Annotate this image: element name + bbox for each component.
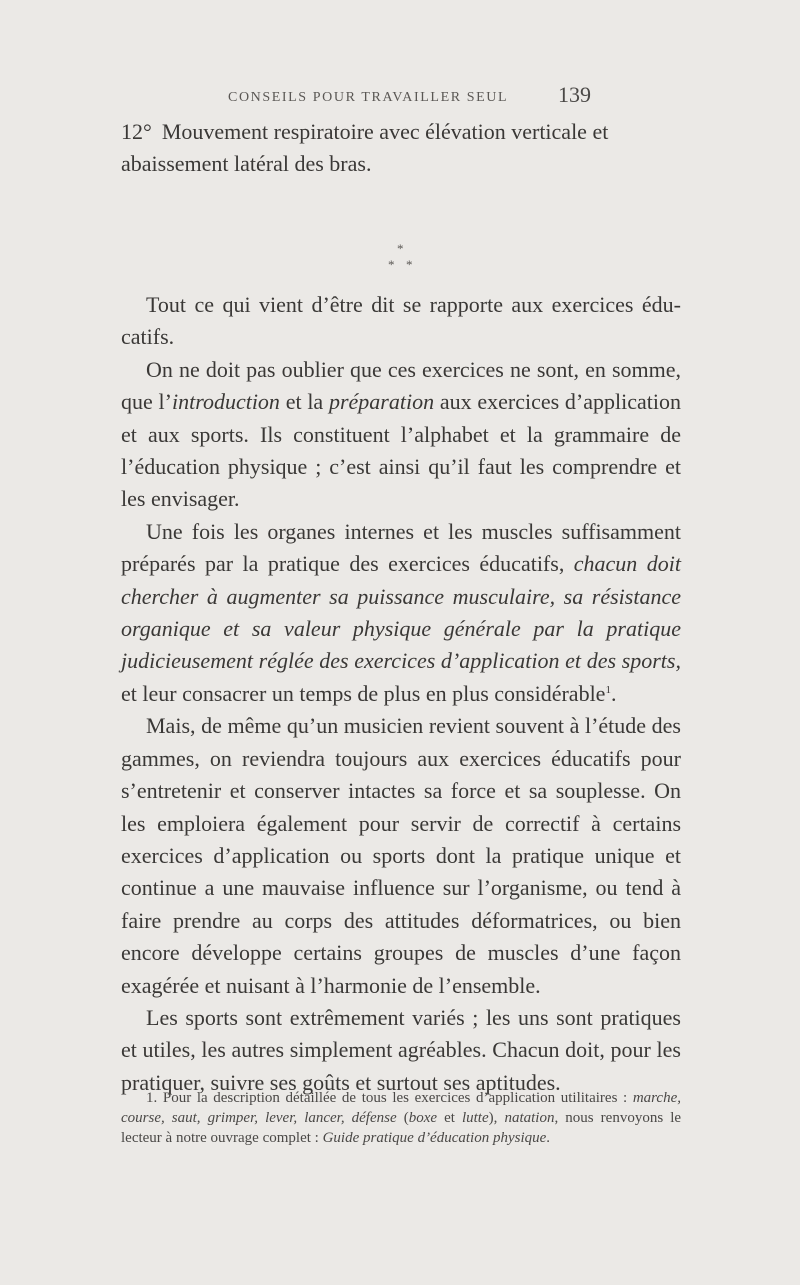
page-number: 139 — [558, 82, 591, 107]
text-run: et — [437, 1110, 462, 1126]
text-run: aux exercices d’application et aux sports. Ils constituent l’alphabet et la grammaire de l’éducation physique ; c’est ainsi qu’il faut les comprendre et les envisager. — [121, 389, 681, 512]
italic-text: préparation — [328, 389, 435, 415]
text-run: On ne doit pas oublier que ces exercices ne sont, en somme, que l’ — [121, 356, 681, 415]
text-run: et leur consacrer un temps de plus en plus considérable — [121, 680, 606, 706]
exercise-title-line1: Mouvement respiratoire avec élévation verticale et — [161, 119, 609, 144]
paragraph — [121, 516, 681, 710]
text-run: et la — [279, 389, 329, 415]
italic-text: introduction — [171, 389, 280, 415]
body-text — [121, 289, 681, 1099]
footnote — [121, 1088, 681, 1148]
text-run: . — [610, 680, 617, 706]
separator-star: * — [406, 257, 413, 272]
text-run: ), — [488, 1110, 505, 1126]
italic-text: chacun doit chercher à augmenter sa puissance musculaire, sa résistance organique et sa valeur physique générale par la pratique judicieusement réglée des exercices d’application et des sports, — [121, 551, 681, 674]
running-title: CONSEILS POUR TRAVAILLER SEUL — [228, 90, 509, 105]
text-run: Une fois les organes internes et les muscles suffisamment préparés par la pratique des exercices éducatifs, — [121, 518, 681, 577]
footnote-marker: 1. — [146, 1090, 158, 1106]
paragraph: Mais, de même qu’un musicien revient souvent à l’étude des gammes, on reviendra toujours aux exercices éducatifs pour s’entretenir et conserver intactes sa force et sa souplesse. On les emploiera également pour servir de correctif à certains exercices d’application ou sports dont la pratique unique et continue a une mauvaise influence sur l’organisme, ou tend à faire prendre au corps des attitudes déformatrices, ou bien encore développe certains groupes de muscles d’une façon exagérée et nuisant à l’harmonie de l’ensemble. — [121, 713, 681, 998]
separator-star: * — [397, 241, 404, 256]
italic-text: Guide pratique d’éducation physique — [322, 1130, 547, 1146]
exercise-heading — [121, 116, 681, 181]
paragraph: Tout ce qui vient d’être dit se rapporte aux exercices éducatifs. — [121, 292, 681, 350]
italic-text: natation — [504, 1110, 555, 1126]
italic-text: marche, course, saut, grimper, lever, lancer, défense — [121, 1090, 681, 1126]
italic-text: boxe — [408, 1110, 438, 1126]
italic-text: lutte — [461, 1110, 489, 1126]
text-run: . — [546, 1130, 551, 1146]
paragraph: Les sports sont extrêmement variés ; les uns sont pratiques et utiles, les autres simplement agréables. Chacun doit, pour les pratiquer, suivre ses goûts et surtout ses aptitudes. — [121, 1004, 681, 1095]
paragraph — [121, 354, 681, 516]
separator-star: * — [388, 257, 395, 272]
exercise-title-line2: abaissement latéral des bras. — [121, 151, 372, 177]
exercise-number: 12° — [121, 119, 152, 144]
text-run: ( — [396, 1110, 409, 1126]
footnote-reference: 1 — [605, 683, 611, 696]
text-run: Pour la description détaillée de tous les exercices d’application utilitaires : — [157, 1090, 633, 1106]
text-run: , nous renvoyons le lecteur à notre ouvrage complet : — [121, 1110, 682, 1146]
